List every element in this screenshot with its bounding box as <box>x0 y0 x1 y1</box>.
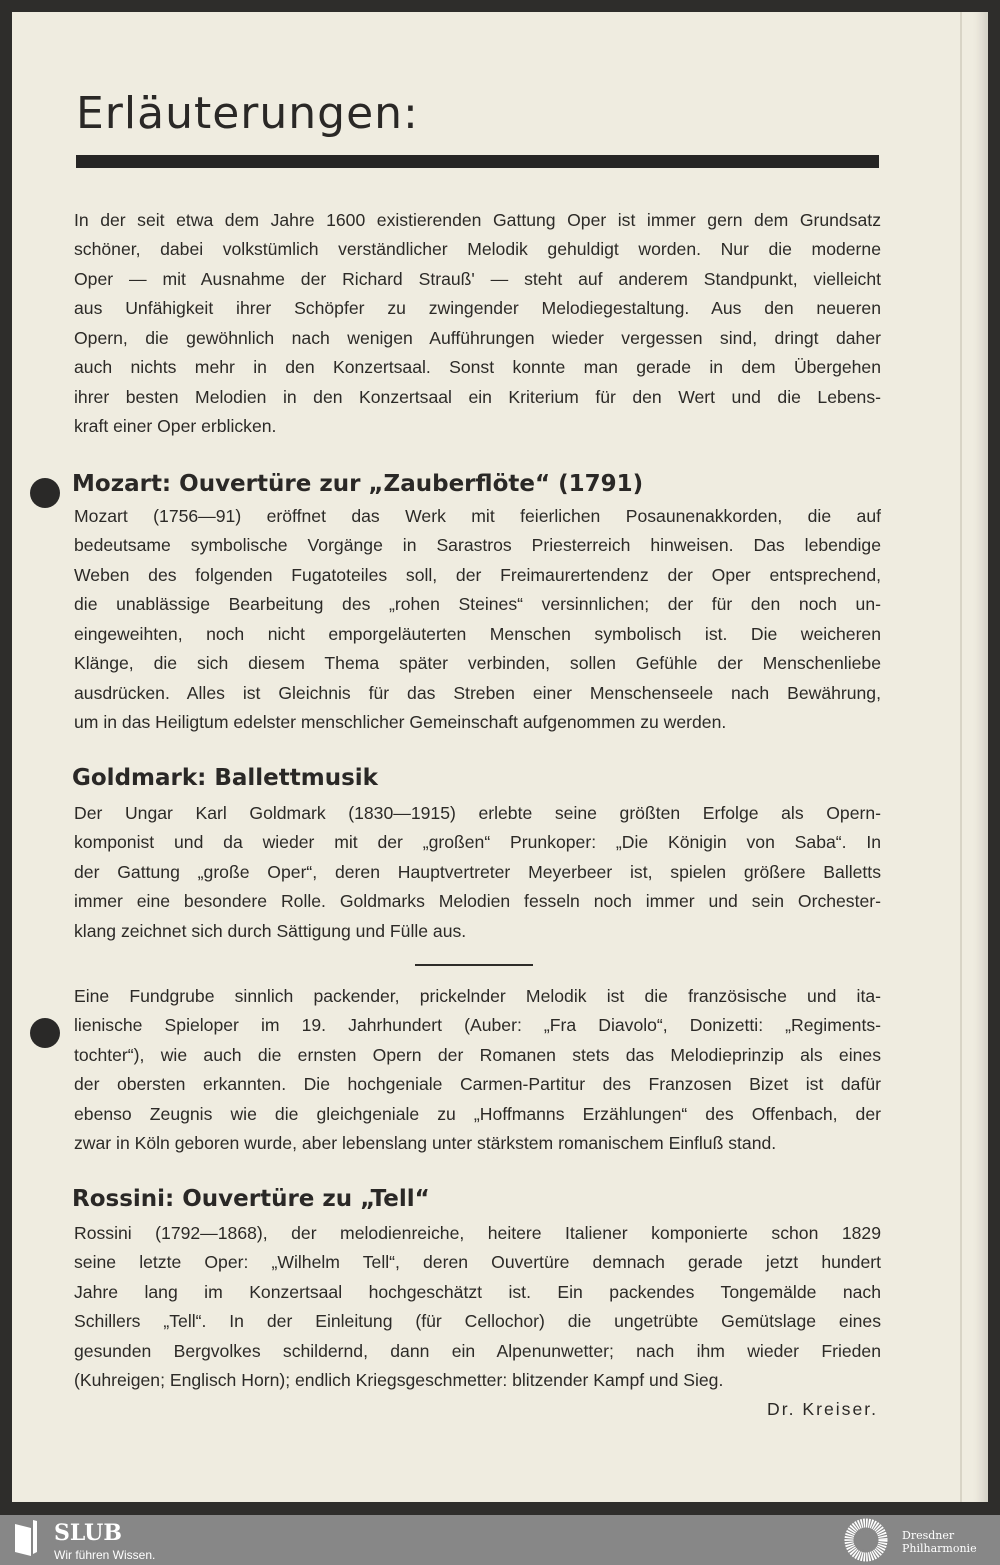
text-line: kraft einer Oper erblicken. <box>74 416 277 437</box>
text-line: In der seit etwa dem Jahre 1600 existierenden Gattung Oper ist immer gern dem Grundsatz <box>74 210 881 230</box>
text-line: auch nichts mehr in den Konzertsaal. Sonst konnte man gerade in dem Übergehen <box>74 357 881 378</box>
book-icon <box>13 1518 39 1558</box>
romanen-paragraph <box>74 982 881 1159</box>
text-line: der Gattung „große Oper“, deren Hauptvertreter Meyerbeer ist, spielen größere Balletts <box>74 861 881 882</box>
title-rule <box>76 155 879 168</box>
text-line: ebenso Zeugnis wie die gleichgeniale zu „Hoffmanns Erzählungen“ des Offenbach, der <box>74 1103 881 1124</box>
text-line: Jahre lang im Konzertsaal hochgeschätzt ist. Ein packendes Tongemälde nach <box>74 1281 881 1302</box>
text-line: Weben des folgenden Fugatoteiles soll, der Freimaurertendenz der Oper entsprechend, <box>74 564 881 585</box>
rossini-heading: Rossini: Ouvertüre zu „Tell“ <box>72 1186 430 1212</box>
philharmonie-logo-icon <box>840 1517 892 1563</box>
goldmark-paragraph <box>74 799 881 946</box>
text-line: immer eine besondere Rolle. Goldmarks Melodien fesseln noch immer und sein Orchester- <box>74 891 881 912</box>
section-divider <box>415 964 533 966</box>
text-line: (Kuhreigen; Englisch Horn); endlich Kriegsgeschmetter: blitzender Kampf und Sieg. <box>74 1370 724 1391</box>
text-line: die unablässige Bearbeitung des „rohen Steines“ versinnlichen; der für den noch un- <box>74 594 881 615</box>
text-line: tochter“), wie auch die ernsten Opern der Romanen stets das Melodieprinzip als eines <box>74 1044 881 1065</box>
text-line: der obersten erkannten. Die hochgeniale Carmen-Partitur des Franzosen Bizet ist dafür <box>74 1074 881 1095</box>
slub-tagline: Wir führen Wissen. <box>54 1548 156 1562</box>
text-line: Eine Fundgrube sinnlich packender, prickelnder Melodik ist die französische und ita- <box>74 986 881 1006</box>
text-line: ihrer besten Melodien in den Konzertsaal ein Kriterium für den Wert und die Lebens- <box>74 386 881 407</box>
page-title: Erläuterungen: <box>76 88 419 139</box>
signature: Dr. Kreiser. <box>766 1399 878 1419</box>
text-line: seine letzte Oper: „Wilhelm Tell“, deren Ouvertüre demnach gerade jetzt hundert <box>74 1252 881 1273</box>
text-line: aus Unfähigkeit ihrer Schöpfer zu zwingender Melodiegestaltung. Aus den neueren <box>74 298 881 319</box>
text-line: Schillers „Tell“. In der Einleitung (für Cellochor) die ungetrübte Gemütslage eines <box>74 1311 881 1332</box>
text-line: Mozart (1756—91) eröffnet das Werk mit feierlichen Posaunenakkorden, die auf <box>74 506 881 526</box>
partner-line2: Philharmonie <box>902 1542 977 1555</box>
text-line: klang zeichnet sich durch Sättigung und Fülle aus. <box>74 920 467 941</box>
text-line: Der Ungar Karl Goldmark (1830—1915) erlebte seine größten Erfolge als Opern- <box>74 803 881 823</box>
text-line: Oper — mit Ausnahme der Richard Strauß' — steht auf anderem Standpunkt, vielleicht <box>74 268 881 289</box>
text-line: schöner, dabei volkstümlich verständlicher Melodik gehuldigt worden. Nur die moderne <box>74 239 881 260</box>
text-line: ausdrücken. Alles ist Gleichnis für das Streben einer Menschenseele nach Bewährung, <box>74 682 881 703</box>
text-line: gesunden Bergvolkes schildernd, dann ein Alpenunwetter; nach ihm wieder Frieden <box>74 1340 881 1361</box>
philharmonie-logo[interactable] <box>902 1529 977 1555</box>
slub-logo[interactable]: SLUB <box>54 1520 122 1546</box>
text-line: Rossini (1792—1868), der melodienreiche, heitere Italiener komponierte schon 1829 <box>74 1223 881 1243</box>
text-line: zwar in Köln geboren wurde, aber lebenslang unter stärkstem romanischem Einfluß stand. <box>74 1133 777 1154</box>
punch-hole <box>30 478 60 508</box>
paper-fold <box>960 12 962 1502</box>
text-line: bedeutsame symbolische Vorgänge in Sarastros Priesterreich hinweisen. Das lebendige <box>74 535 881 556</box>
partner-line1: Dresdner <box>902 1529 955 1542</box>
text-line: komponist und da wieder mit der „großen“ Prunkoper: „Die Königin von Saba“. In <box>74 832 881 853</box>
goldmark-heading: Goldmark: Ballettmusik <box>72 765 378 791</box>
text-line: um in das Heiligtum edelster menschlicher Gemeinschaft aufgenommen zu werden. <box>74 712 727 733</box>
text-line: lienische Spieloper im 19. Jahrhundert (Auber: „Fra Diavolo“, Donizetti: „Regiments- <box>74 1015 881 1036</box>
text-line: Opern, die gewöhnlich nach wenigen Aufführungen wieder vergessen sind, dringt daher <box>74 327 881 348</box>
intro-paragraph <box>74 206 881 442</box>
rossini-paragraph <box>74 1219 881 1396</box>
text-line: Klänge, die sich diesem Thema später verbinden, sollen Gefühle der Menschenliebe <box>74 653 881 674</box>
mozart-paragraph <box>74 502 881 738</box>
punch-hole <box>30 1018 60 1048</box>
text-line: eingeweihten, noch nicht emporgeläuterten Menschen symbolisch ist. Die weicheren <box>74 623 881 644</box>
footer-bar <box>0 1515 1000 1565</box>
mozart-heading: Mozart: Ouvertüre zur „Zauberflöte“ (1791) <box>72 471 644 497</box>
